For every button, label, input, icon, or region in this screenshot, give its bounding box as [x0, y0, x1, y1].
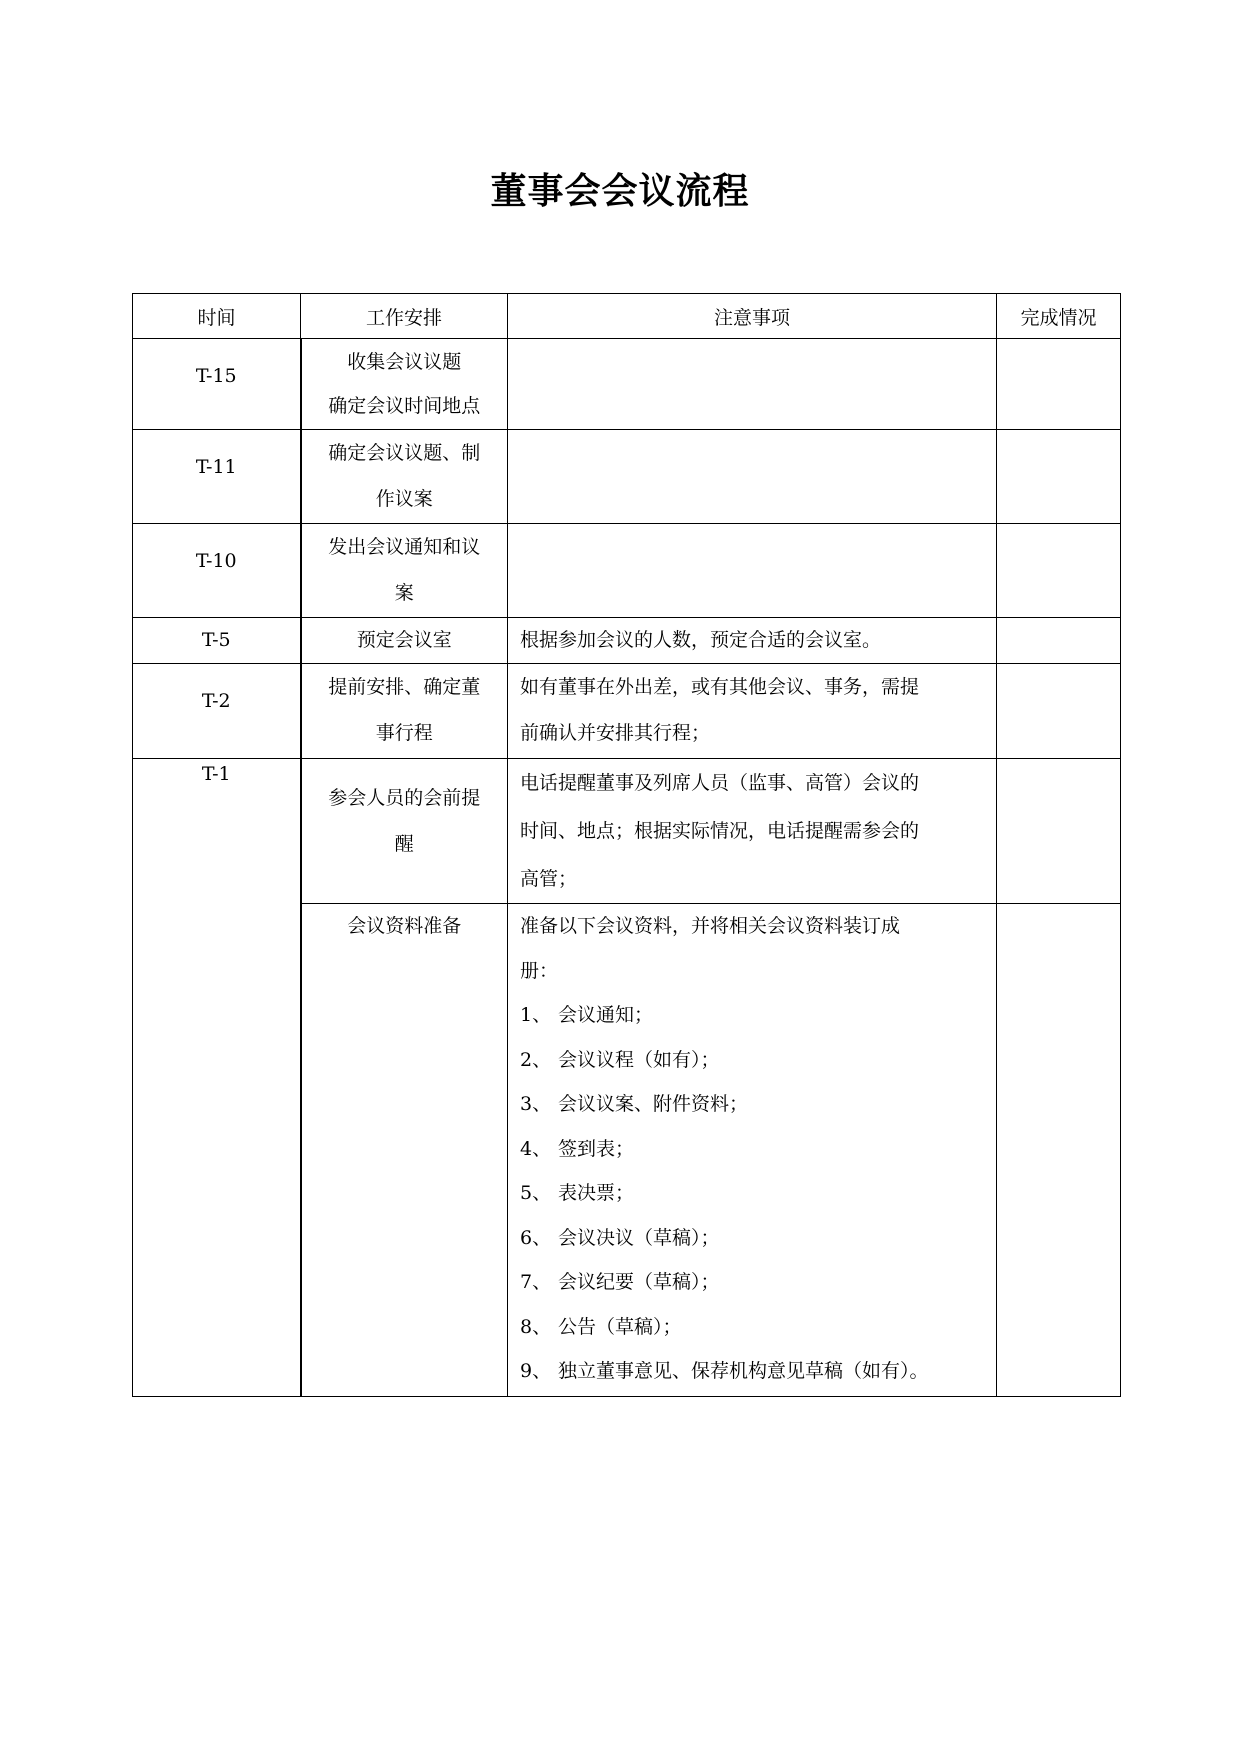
list-text: 会议决议（草稿）；: [558, 1226, 720, 1249]
header-done: 完成情况: [997, 294, 1121, 339]
list-number: 2、: [520, 1048, 552, 1071]
arrangement-cell: [301, 759, 508, 904]
list-number: 8、: [520, 1315, 552, 1338]
notes-cell: [508, 759, 997, 904]
done-cell: [997, 618, 1121, 664]
note-line: 高管；: [520, 868, 578, 890]
time-cell: T-11: [133, 430, 301, 524]
list-text: 会议通知；: [558, 1004, 654, 1026]
table-header-row: [133, 294, 1121, 339]
arrangement-line: 事行程: [375, 722, 433, 744]
arrangement-line: 提前安排、确定董: [328, 676, 481, 698]
arrangement-line: 案: [394, 582, 414, 604]
note-line: 册：: [520, 959, 559, 982]
time-cell: T-10: [133, 524, 301, 618]
arrangement-cell: [301, 524, 508, 618]
list-item: [520, 1349, 986, 1394]
arrangement-cell: [301, 430, 508, 524]
meeting-flow-table: [132, 293, 1121, 1397]
arrangement-line: 会议资料准备: [347, 915, 462, 937]
list-number: 5、: [520, 1182, 552, 1204]
table-row: [133, 759, 1121, 904]
time-cell: T-15: [133, 339, 301, 430]
time-cell: T-1: [133, 759, 301, 1397]
done-cell: [997, 664, 1121, 759]
table-row: [133, 618, 1121, 664]
note-line: 时间、地点；根据实际情况，电话提醒需参会的: [520, 820, 920, 842]
done-cell: [997, 904, 1121, 1397]
notes-cell: [508, 524, 997, 618]
note-line: 准备以下会议资料，并将相关会议资料装订成: [520, 915, 901, 937]
notes-cell: [508, 664, 997, 759]
note-line: 电话提醒董事及列席人员（监事、高管）会议的: [520, 772, 920, 794]
list-item: [520, 1038, 986, 1083]
list-text: 公告（草稿）；: [558, 1315, 682, 1338]
arrangement-line: 醒: [394, 833, 414, 855]
done-cell: [997, 339, 1121, 430]
note-line: 如有董事在外出差，或有其他会议、事务，需提: [520, 676, 920, 698]
list-text: 会议纪要（草稿）；: [558, 1271, 720, 1293]
list-text: 签到表；: [558, 1137, 635, 1160]
list-text: 会议议案、附件资料；: [558, 1093, 749, 1115]
list-item: [520, 1082, 986, 1127]
arrangement-cell: [301, 339, 508, 430]
list-item: [520, 1216, 986, 1261]
arrangement-line: 收集会议议题: [347, 351, 462, 373]
time-cell: T-5: [133, 618, 301, 664]
time-cell: T-2: [133, 664, 301, 759]
list-number: 4、: [520, 1137, 552, 1160]
list-text: 独立董事意见、保荐机构意见草稿（如有）。: [558, 1360, 929, 1382]
notes-cell: [508, 339, 997, 430]
done-cell: [997, 524, 1121, 618]
note-line: 根据参加会议的人数，预定合适的会议室。: [520, 629, 882, 651]
arrangement-line: 发出会议通知和议: [328, 536, 481, 558]
list-number: 1、: [520, 1004, 552, 1026]
done-cell: [997, 430, 1121, 524]
list-item: [520, 1171, 986, 1216]
arrangement-line: 确定会议时间地点: [328, 395, 481, 417]
arrangement-cell: [301, 904, 508, 1397]
list-item: [520, 1305, 986, 1350]
arrangement-line: 确定会议议题、制: [328, 442, 481, 464]
arrangement-line: 参会人员的会前提: [328, 787, 481, 809]
header-time: 时间: [133, 294, 301, 339]
header-notes: 注意事项: [508, 294, 997, 339]
page-title: 董事会会议流程: [490, 171, 750, 212]
note-line: 前确认并安排其行程；: [520, 722, 711, 744]
list-number: 9、: [520, 1360, 552, 1382]
list-item: [520, 1260, 986, 1305]
list-number: 3、: [520, 1093, 552, 1115]
table-row: [133, 339, 1121, 430]
list-number: 7、: [520, 1271, 552, 1293]
arrangement-line: 预定会议室: [356, 629, 452, 651]
notes-cell: [508, 430, 997, 524]
list-text: 会议议程（如有）；: [558, 1048, 720, 1071]
header-arrangement: 工作安排: [301, 294, 508, 339]
list-item: [520, 993, 986, 1038]
notes-cell: [508, 904, 997, 1397]
arrangement-line: 作议案: [375, 488, 433, 510]
table-row: [133, 430, 1121, 524]
table-row: [133, 524, 1121, 618]
list-text: 表决票；: [558, 1182, 635, 1204]
table-row: [133, 664, 1121, 759]
notes-cell: [508, 618, 997, 664]
arrangement-cell: [301, 664, 508, 759]
done-cell: [997, 759, 1121, 904]
arrangement-cell: [301, 618, 508, 664]
list-number: 6、: [520, 1226, 552, 1249]
list-item: [520, 1127, 986, 1172]
